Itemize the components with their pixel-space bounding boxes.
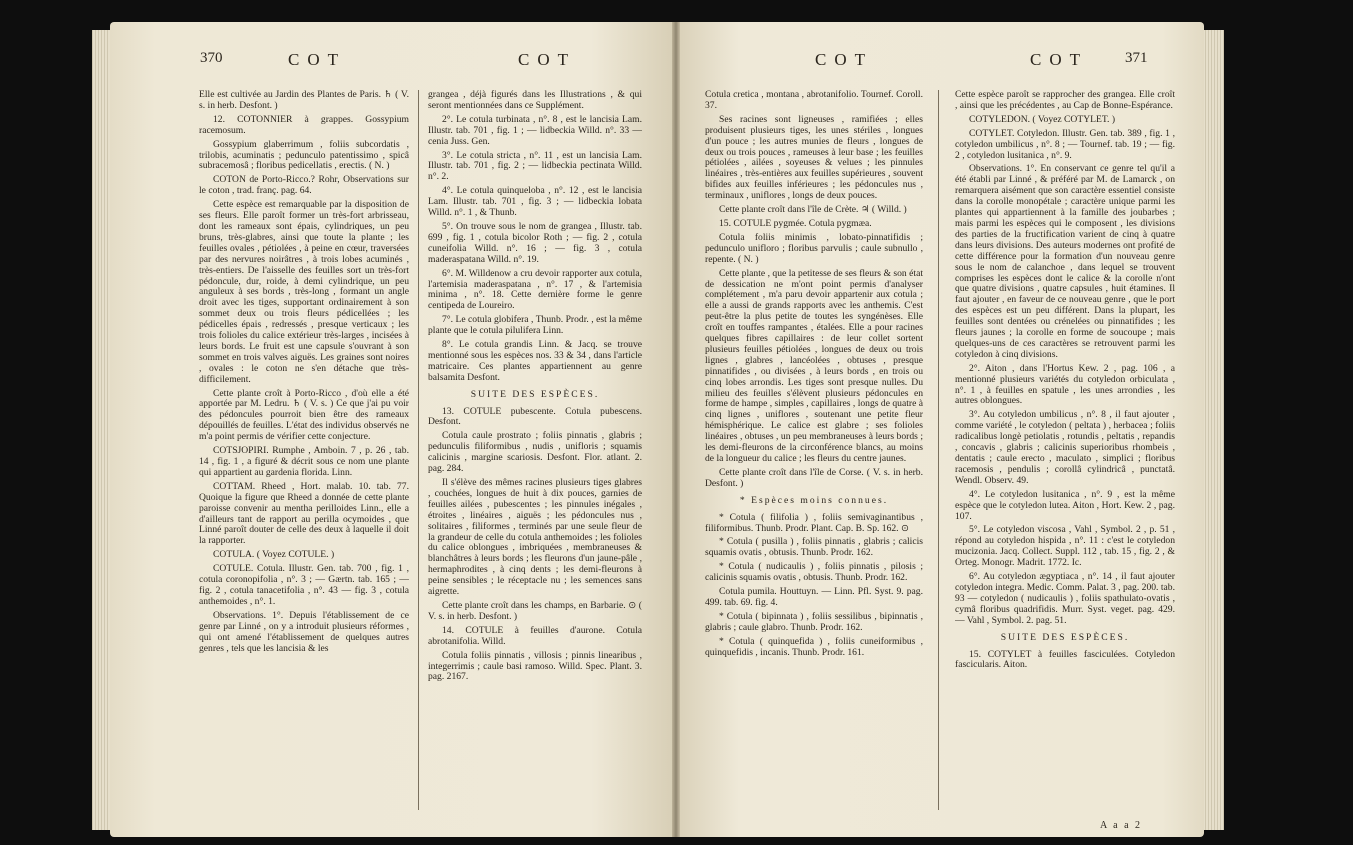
left-header-word: COT <box>288 50 346 69</box>
paragraph: Cotula pumila. Houttuyn. — Linn. Pfl. Syst. 9. pag. 499. tab. 69. fig. 4. <box>705 586 923 608</box>
paragraph: COTSJOPIRI. Rumphe , Amboin. 7 , p. 26 , tab. 14 , fig. 1 , a figuré & décrit sous ce nom une plante qui appartient au gardenia florida. Linn. <box>199 445 409 478</box>
left-page-number: 370 <box>200 50 223 66</box>
paragraph: COTYLEDON. ( Voyez COTYLET. ) <box>969 113 1116 125</box>
paragraph: 6°. M. Willdenow a cru devoir rapporter aux cotula, l'artemisia maderaspatana , n°. 17 , & l'artemisia minima , n°. 18. Cette dernière forme le genre centipeda de Loureiro. <box>428 267 642 312</box>
left-column-1 <box>199 90 409 820</box>
paragraph: 13. COTULE pubescente. Cotula pubescens. Desfont. <box>428 405 642 428</box>
paragraph: 4°. Le cotyledon lusitanica , n°. 9 , est la même espèce que le cotyledon lutea. Aiton , Hort. Kew. 2 , pag. 107. <box>955 488 1175 522</box>
paragraph: Cotula caule prostrato ; foliis pinnatis , glabris ; pedunculis filiformibus , nudis , unifloris ; squamis calicinis , margine scariosis. Desfont. Flor. atlant. 2. pag. 284. <box>428 430 642 475</box>
left-page-edges <box>92 30 112 830</box>
paragraph: 7°. Le cotula globifera , Thunb. Prodr. , est la même plante que le cotula pilulifera Linn. <box>428 314 642 337</box>
paragraph: Il s'élève des mêmes racines plusieurs tiges glabres , couchées, longues de huit à dix pouces, garnies de feuilles ailées , pubescentes ; les pinnules inégales , étroites , linéaires , aiguës ; les pédoncules nus , solitaires , filiformes , terminés par une seule fleur de la grandeur de celle du cotula anthemoides ; les folioles du calice oblongues , imbriquées , membraneuses & blanchâtres à leurs bords ; les fleurons d'un jaune-pâle , hermaphrodites , à cinq dents ; les demi-fleurons à peine sensibles ; le réceptacle nu ; les semences sans aigrette. <box>428 477 642 598</box>
paragraph: Cette espèce paroît se rapprocher des grangea. Elle croît , ainsi que les précédentes , au Cap de Bonne-Espérance. <box>955 90 1175 111</box>
paragraph: 14. COTULE à feuilles d'aurone. Cotula abrotanifolia. Willd. <box>428 624 642 647</box>
paragraph: 15. COTULE pygmée. Cotula pygmæa. <box>719 217 872 229</box>
paragraph: Cette plante croît dans l'île de Crète. ♃ ( Willd. ) <box>719 204 907 216</box>
section-heading: * Espèces moins connues. <box>739 494 889 506</box>
paragraph: COTTAM. Rheed , Hort. malab. 10. tab. 77. Quoique la figure que Rheed a donnée de cette plante paroisse convenir au mentha perilloides Linn., elle a d'ailleurs tant de rapport au perilla ocymoides , que Linné paroît douter de celle des deux à laquelle il doit la rapporter. <box>199 480 409 547</box>
left-column-2 <box>428 90 642 820</box>
paragraph: Cette plante , que la petitesse de ses fleurs & son état de dessication ne m'ont point permis d'analyser complétement , m'a paru devoir appartenir aux cotula ; elle a aussi de grands rapports avec les anthemis. C'est peut-être la plus petite de toutes les syngénèses. Elle croît en touffes rampantes , étalées. Elle a pour racines quelques fibres capillaires : de leur collet sortent plusieurs feuilles pétiolées , longues de deux ou trois lignes , glabres , lancéolées , obtuses , presque pinnatifides , ou divisées , à leurs bords , en trois ou cinq lobes arrondis. Les tiges sont presque nulles. Du milieu des feuilles s'élèvent plusieurs pédoncules en forme de hampe , simples , capillaires , longs de quatre à cinq lignes , uniflores , soutenant une petite fleur hémisphérique. Le calice est glabre ; ses folioles linéaires , obtuses , un peu membraneuses à leurs bords ; les demi-fleurons de la circonférence blancs, au moins de la longueur du calice ; les fleurs du centre jaunes. <box>705 267 923 464</box>
right-column-1 <box>705 90 923 820</box>
section-heading: SUITE DES ESPÈCES. <box>470 388 600 400</box>
paragraph: Ses racines sont ligneuses , ramifiées ; elles produisent plusieurs tiges, les unes stériles , longues d'un pouce ; les autres munies de fleurs , longues de deux ou trois pouces , rameuses à leur base ; les feuilles pétiolées , ailées , soyeuses & velues ; les pinnules linéaires , très-entières aux feuilles supérieures , souvent bifides aux feuilles inférieures ; les pédoncules nus , terminaux , uniflores , longs de deux pouces. <box>705 113 923 202</box>
paragraph: * Cotula ( nudicaulis ) , foliis pinnatis , pilosis ; calicinis squamis ovatis , obtusis. Thunb. Prodr. 162. <box>705 561 923 584</box>
paragraph: 15. COTYLET à feuilles fasciculées. Cotyledon fascicularis. Aiton. <box>955 648 1175 671</box>
paragraph: 2°. Le cotula turbinata , n°. 8 , est le lancisia Lam. Illustr. tab. 701 , fig. 1 ; — lidbeckia Willd. n°. 33 — cenia Juss. Gen. <box>428 113 642 147</box>
paragraph: Observations. 1°. En conservant ce genre tel qu'il a été établi par Linné , & préféré par M. de Lamarck , on remarquera aisément que son caractère essentiel consiste dans la corolle monopétale ; caractère unique parmi les plantes qui appartiennent à la famille des joubarbes ; mais parmi les espèces qui le composent , les divisions des parties de la fructification varient de cinq à quatre dans leurs divisions. Des auteurs modernes ont profité de cette différence pour la formation d'un nouveau genre sous le nom de calanchoe , dans lequel se trouvent comprises les espèces dont le calice & la corolle n'ont que quatre divisions , quatre capsules , huit étamines. Il faut ajouter , en faveur de ce nouveau genre , que le port des espèces est un peu différent. Dans la plupart, les feuilles sont dentées ou crénelées ou pinnatifides ; les fleurs jaunes ; la corolle en forme de soucoupe ; mais quelques-uns de ces caractères se retrouvent parmi les cotyledon à cinq divisions. <box>955 163 1175 360</box>
paragraph: 2°. Aiton , dans l'Hortus Kew. 2 , pag. 106 , a mentionné plusieurs variétés du cotyledon orbiculata , n°. 1 , à feuilles en spatule , les unes arrondies , les autres oblongues. <box>955 362 1175 407</box>
paragraph: Observations. 1°. Depuis l'établissement de ce genre par Linné , on y a introduit plusieurs réformes , qui ont amené l'établissement de quelques autres genres , tels que les lancisia & les <box>199 609 409 654</box>
paragraph: COTULA. ( Voyez COTULE. ) <box>213 549 335 561</box>
paragraph: 4°. Le cotula quinqueloba , n°. 12 , est le lancisia Lam. Illustr. tab. 701 , fig. 3 ; — lidbeckia lobata Willd. n°. 1 , & Thunb. <box>428 185 642 219</box>
left-header-word-2: COT <box>518 50 576 69</box>
right-column-divider <box>938 90 939 810</box>
paragraph: Gossypium glaberrimum , foliis subcordatis , trilobis, acuminatis ; pedunculo patentissimo , spicâ subracemosâ ; floribus pedicellatis , erectis. ( N. ) <box>199 138 409 172</box>
paragraph: * Cotula ( quinquefida ) , foliis cuneiformibus , quinquefidis , incanis. Thunb. Prodr. 161. <box>705 635 923 658</box>
paragraph: COTULE. Cotula. Illustr. Gen. tab. 700 , fig. 1 , cotula coronopifolia , n°. 3 ; — Gærtn. tab. 165 ; — fig. 2 , cotula tanacetifolia , n°. 43 — fig. 3 , cotula anthemoides , n°. 1. <box>199 563 409 607</box>
right-page-edges <box>1202 30 1224 830</box>
paragraph: Cette plante croît à Porto-Ricco , d'où elle a été apportée par M. Ledru. ♄ ( V. s. ) Ce que j'ai pu voir des pédoncules pourroit bien être des rameaux dépouillés de feuilles. L'état des individus observés ne m'a point permis de vérifier cette conjecture. <box>199 387 409 443</box>
right-header-word-1: COT <box>815 50 873 69</box>
paragraph: 5°. Le cotyledon viscosa , Vahl , Symbol. 2 , p. 51 , répond au cotyledon hispida , n°. 11 : c'est le cotyledon mucizonia. Jacq. Collect. Suppl. 112 , tab. 15 , fig. 2 , & Orteg. Monogr. Madrit. 1772. Ic. <box>955 524 1175 569</box>
paragraph: Cette plante croît dans les champs, en Barbarie. ⊙ ( V. s. in herb. Desfont. ) <box>428 599 642 622</box>
paragraph: 12. COTONNIER à grappes. Gossypium racemosum. <box>199 113 409 136</box>
paragraph: Cotula foliis minimis , lobato-pinnatifidis ; pedunculo unifloro ; floribus parvulis ; caule subnullo , repente. ( N. ) <box>705 231 923 265</box>
paragraph: 6°. Au cotyledon ægyptiaca , n°. 14 , il faut ajouter cotyledon integra. Medic. Comm. Palat. 3 , pag. 200. tab. 93 — cotyledon ( nudicaulis ) , foliis spathulato-ovatis , cymâ floribus quadrifidis. Murr. Syst. veget. pag. 429. — Vahl , Symbol. 2. pag. 51. <box>955 571 1175 626</box>
book-gutter <box>672 22 680 837</box>
left-column-divider <box>418 90 419 810</box>
right-header-word-2: COT <box>1030 50 1088 69</box>
paragraph: 5°. On trouve sous le nom de grangea , Illustr. tab. 699 , fig. 1 , cotula bicolor Roth ; — fig. 2 , cotula cuneifolia Willd. n°. 16 ; — fig. 3 , cotula maderaspatana Willd. n°. 19. <box>428 220 642 265</box>
paragraph: grangea , déjà figurés dans les Illustrations , & qui seront mentionnées dans ce Supplément. <box>428 90 642 111</box>
paragraph: Cotula cretica , montana , abrotanifolio. Tournef. Coroll. 37. <box>705 90 923 111</box>
paragraph: 8°. Le cotula grandis Linn. & Jacq. se trouve mentionné sous les espèces nos. 33 & 34 , dans l'article matricaire. Ces plantes appartiennent au genre balsamita Desfont. <box>428 339 642 383</box>
paragraph: Cette espèce est remarquable par la disposition de ses fleurs. Elle paroît former un très-fort arbrisseau, dont les rameaux sont épais, cylindriques, un peu bruns, très-glabres, ainsi que toute la plante ; les feuilles ovales , pétiolées , à peine en cœur, traversées par des nervures noirâtres , à trois lobes acuminés , très-entiers. De l'aisselle des feuilles sort un très-fort pédoncule, dur, roide, à demi cylindrique, un peu anguleux à ses bords , très-long , formant un angle droit avec les tiges, supportant ordinairement à son sommet deux ou trois fleurs pédicellées ; les pédicelles épais , redressés , presque verticaux ; les trois folioles du calice extérieur très-larges , incisées à leurs bords. Le fruit est une capsule s'ouvrant à son sommet en trois valves aiguës. Les graines sont noires , ovales : le coton ne s'en détache que très-difficilement. <box>199 199 409 385</box>
section-heading: SUITE DES ESPÈCES. <box>1000 631 1130 643</box>
paragraph: 3°. Le cotula stricta , n°. 11 , est un lancisia Lam. Illustr. tab. 701 , fig. 2 ; — lidbeckia pectinata Willd. n°. 2. <box>428 149 642 183</box>
right-column-2 <box>955 90 1175 820</box>
paragraph: Elle est cultivée au Jardin des Plantes de Paris. ♄ ( V. s. in herb. Desfont. ) <box>199 90 409 111</box>
paragraph: COTYLET. Cotyledon. Illustr. Gen. tab. 389 , fig. 1 , cotyledon umbilicus , n°. 8 ; — Tournef. tab. 19 ; — fig. 2 , cotyledon lusitanica , n°. 9. <box>955 127 1175 161</box>
paragraph: COTON de Porto-Ricco.? Rohr, Observations sur le coton , trad. franç. pag. 64. <box>199 174 409 197</box>
paragraph: Cette plante croît dans l'île de Corse. ( V. s. in herb. Desfont. ) <box>705 466 923 489</box>
paragraph: * Cotula ( pusilla ) , foliis pinnatis , glabris ; calicis squamis ovatis , obtusis. Thunb. Prodr. 162. <box>705 536 923 559</box>
paragraph: * Cotula ( filifolia ) , foliis semivaginantibus , filiformibus. Thunb. Prodr. Plant. Cap. B. Sp. 162. ⊙ <box>705 511 923 534</box>
paragraph: 3°. Au cotyledon umbilicus , n°. 8 , il faut ajouter , comme variété , le cotyledon ( peltata ) , herbacea ; foliis radicalibus longè petiolatis , rotundis , peltatis , repandis , concavis , glabris ; calicinis superioribus rhombeis , dentatis ; caule erecto , maculato , simplici ; floribus racemosis , pendulis ; corollâ cylindricâ , punctatâ. Wendl. Observ. 49. <box>955 409 1175 486</box>
signature-mark: A a a 2 <box>1100 820 1143 831</box>
paragraph: Cotula foliis pinnatis , villosis ; pinnis linearibus , integerrimis ; caule basi ramoso. Willd. Spec. Plant. 3. pag. 2167. <box>428 649 642 683</box>
paragraph: * Cotula ( bipinnata ) , foliis sessilibus , bipinnatis , glabris ; caule glabro. Thunb. Prodr. 162. <box>705 610 923 633</box>
right-page-number: 371 <box>1125 50 1148 66</box>
